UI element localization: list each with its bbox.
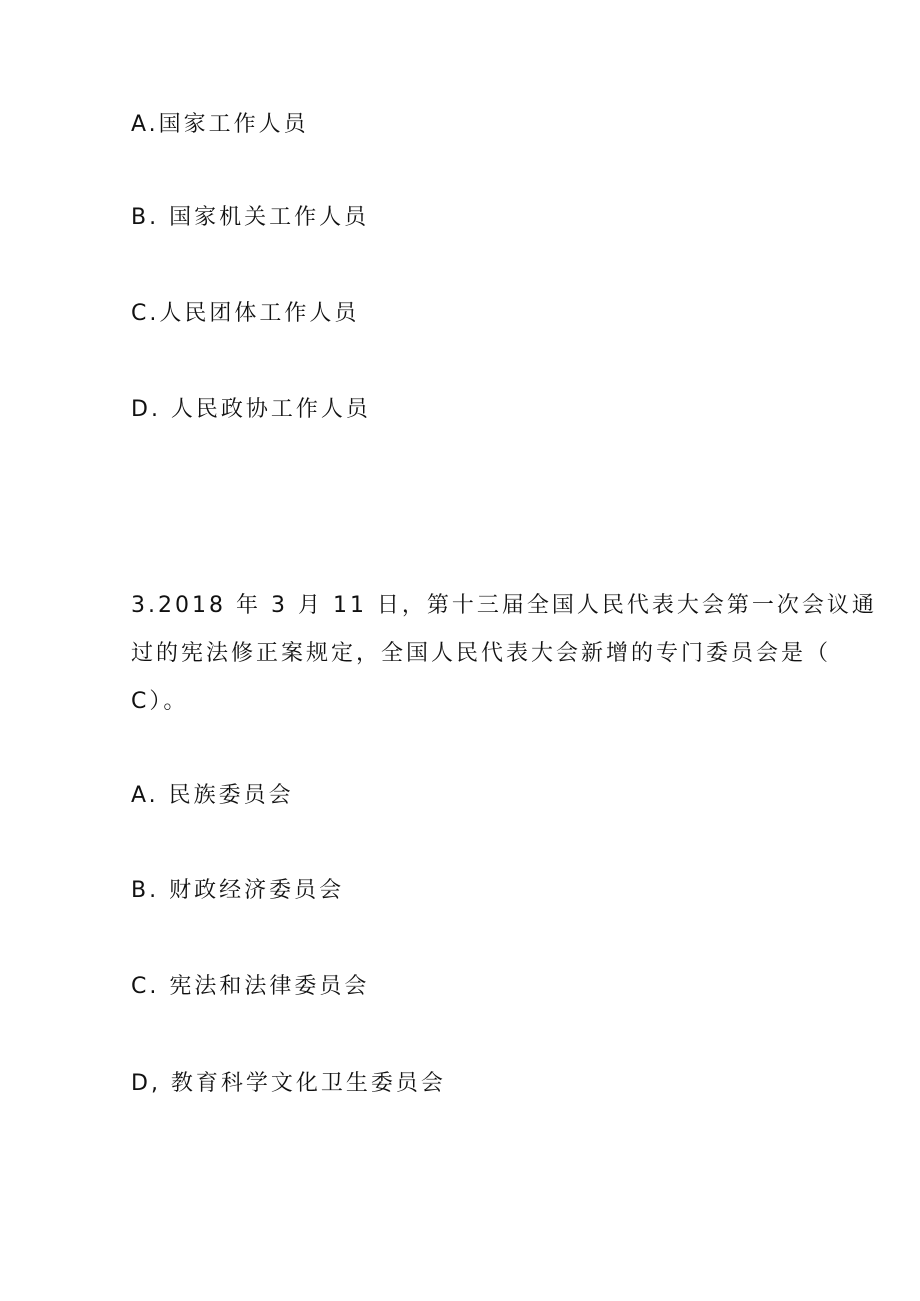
option-a: A. 民族委员会 <box>131 783 294 808</box>
option-b: B. 财政经济委员会 <box>131 878 345 903</box>
question-stem-line: 过的宪法修正案规定，全国人民代表大会新增的专门委员会是（ <box>131 641 832 666</box>
option-b: B. 国家机关工作人员 <box>131 205 370 230</box>
option-c: C.人民团体工作人员 <box>131 301 360 326</box>
option-d: D. 人民政协工作人员 <box>131 397 371 422</box>
question-stem-line: 3.2018 年 3 月 11 日，第十三届全国人民代表大会第一次会议通 <box>131 593 877 618</box>
question-stem-line: C）。 <box>131 689 189 714</box>
question-stem <box>131 591 877 735</box>
option-d: D, 教育科学文化卫生委员会 <box>131 1071 446 1096</box>
option-c: C. 宪法和法律委员会 <box>131 974 370 999</box>
option-a: A.国家工作人员 <box>131 112 309 137</box>
